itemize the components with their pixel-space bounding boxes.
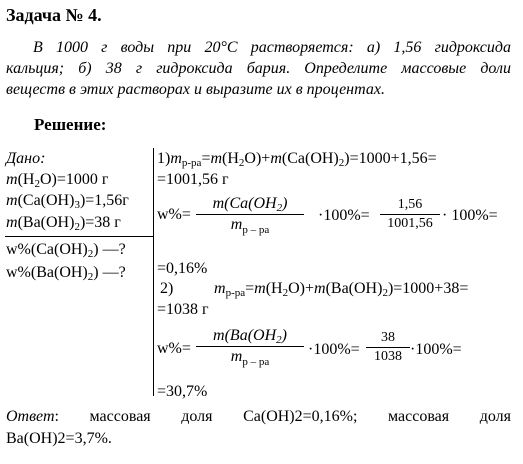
part2-w-label: w%= bbox=[157, 340, 191, 357]
part1-frac-den: m bbox=[230, 216, 243, 233]
part2-frac-num-value: 38 bbox=[381, 330, 395, 345]
part1-w-label: w%= bbox=[157, 206, 191, 223]
part1-frac-den-value: 1001,56 bbox=[387, 216, 433, 231]
answer-label: Ответ bbox=[6, 408, 55, 425]
find-baoh: $w\%(Ba(OH)_2)$ —? bbox=[6, 264, 126, 283]
answer-text-1: массовая доля Ca(OH)2=0,16%; массовая доля bbox=[89, 408, 511, 425]
part1-frac-num-close: ) bbox=[282, 195, 288, 212]
find-caoh: $w\%(Ca(OH)_2)$ —? bbox=[6, 241, 126, 260]
part1-mult: ·100%= bbox=[318, 207, 370, 224]
find-caoh-mark: —? bbox=[102, 241, 126, 258]
given-water-value: =1000 г bbox=[56, 171, 109, 188]
part2-fraction-numeric bbox=[366, 331, 410, 364]
find-baoh-mark: —? bbox=[102, 264, 126, 281]
given-baoh-value: =38 г bbox=[85, 214, 121, 231]
given-baoh: $m(Ba(OH)_2)=38$ г bbox=[6, 214, 121, 233]
part2-frac-den: m bbox=[230, 348, 243, 365]
part2-number: 2) bbox=[160, 280, 174, 297]
part2-mult: ·100%= bbox=[308, 341, 360, 358]
given-divider bbox=[5, 236, 153, 237]
given-water: $m(H_2O)=1000$ г bbox=[6, 171, 109, 190]
given-label: Дано: bbox=[6, 150, 46, 167]
part1-answer: =0,16% bbox=[157, 260, 208, 277]
part2-frac-den-value: 1038 bbox=[374, 349, 402, 364]
part1-tail: · 100%= bbox=[442, 207, 498, 224]
given-caoh-value: =1,56г bbox=[85, 192, 129, 209]
task-line-1: В 1000 г воды при 20°С растворяется: а) 1,56 гидроксида bbox=[33, 39, 511, 56]
part1-frac-num: m(Ca(OH bbox=[212, 195, 277, 212]
part1-equation: $1)m_{р-ра}=m(H_2O)+m(Ca(OH)_2)=1000+1,56=$ bbox=[157, 150, 437, 169]
task-title: Задача № 4. bbox=[6, 5, 102, 25]
part1-result-mass: =1001,56 г bbox=[157, 171, 229, 188]
part2-eq-tail: =1000+38= bbox=[393, 280, 469, 297]
task-line-3: веществ в этих растворах и выразите их в процентах. bbox=[6, 81, 385, 98]
part1-number: 1) bbox=[157, 150, 171, 167]
task-line-2: кальция; б) 38 г гидроксида бария. Определите массовые доли bbox=[6, 60, 511, 77]
given-caoh: $m(Ca(OH)_3)=1,56г$ bbox=[6, 192, 129, 211]
part2-result-mass: =1038 г bbox=[157, 301, 209, 318]
solution-heading: Решение: bbox=[34, 115, 107, 134]
part1-fraction-symbolic: $m(Ca(OH_2)$ $m_{p - pa}$ bbox=[196, 196, 304, 233]
part2-frac-num: m(Ba(OH bbox=[213, 327, 277, 344]
part2-answer: =30,7% bbox=[157, 383, 208, 400]
part2-tail: ·100%= bbox=[410, 341, 462, 358]
part1-eq-tail: =1000+1,56= bbox=[349, 150, 437, 167]
solution-divider bbox=[153, 148, 154, 396]
part1-frac-den-sub: p – pa bbox=[242, 224, 270, 236]
part2-frac-num-close: ) bbox=[281, 327, 287, 344]
part2-frac-den-sub: p – pa bbox=[242, 356, 270, 368]
answer-line-2: Ba(OH)2=3,7%. bbox=[6, 430, 112, 447]
part2-fraction-symbolic: $m(Ba(OH_2)$ $m_{p - pa}$ bbox=[196, 328, 304, 365]
part2-equation: $m_{р-ра}=m(H_2O)+m(Ba(OH)_2)=1000+38=$ bbox=[214, 280, 469, 299]
part1-fraction-numeric bbox=[380, 198, 440, 231]
part1-frac-num-value: 1,56 bbox=[397, 197, 423, 212]
answer-line-1: Ответ: массовая доля Ca(OH)2=0,16%; массовая доля bbox=[6, 408, 511, 425]
